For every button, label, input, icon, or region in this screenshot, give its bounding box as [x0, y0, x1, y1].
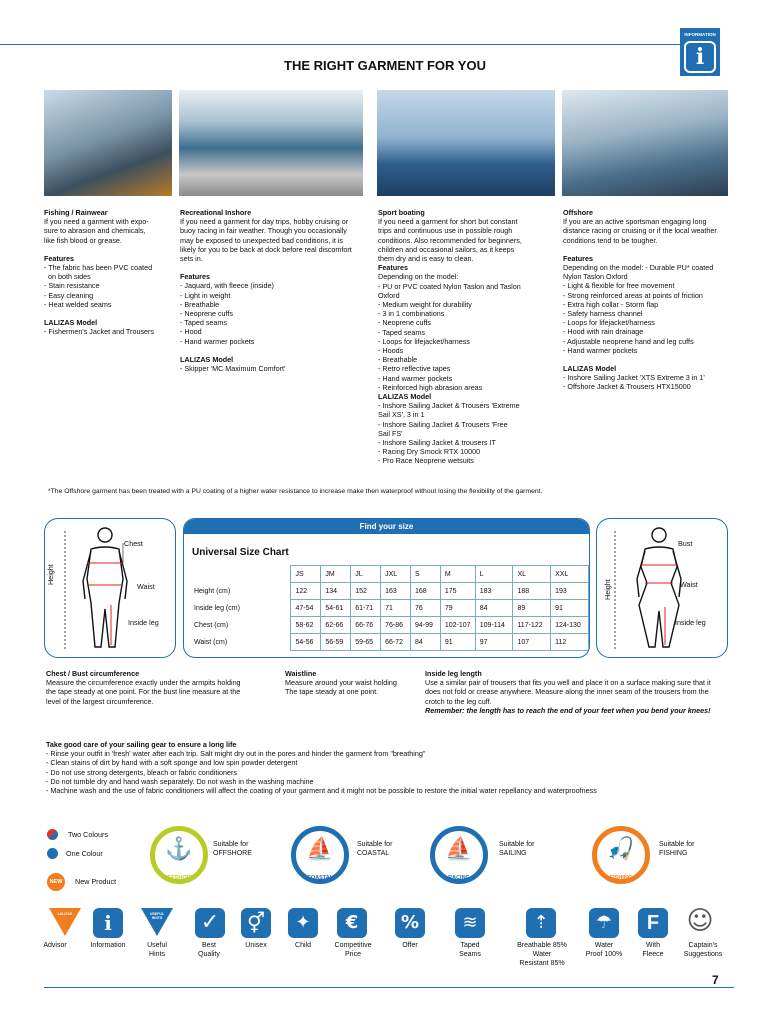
feature-item: Nylon Taslon Oxford: [563, 272, 628, 282]
feature-item: - Hood with rain drainage: [563, 327, 644, 337]
measure-leg-line: does not fold or crease anywhere. Measure along the inner seam of the trousers from the: [425, 687, 709, 697]
measure-leg-line: crotch to the leg cuff.: [425, 696, 492, 706]
useful-hints-icon-label: USEFUL HINTS: [150, 912, 164, 920]
feature-item: - Strong reinforced areas at points of friction: [563, 290, 703, 300]
feature-item: - Hand warmer pockets: [378, 373, 453, 383]
top-rule: [0, 44, 680, 45]
feature-item: - Loops for lifejacket/harness: [378, 336, 470, 346]
measure-waist-heading: Waistline: [285, 669, 317, 678]
suitable-for-label: Suitable for: [213, 841, 249, 848]
cell: 54-56: [291, 634, 321, 651]
cell: 89: [513, 600, 551, 617]
suitable-for-label: Suitable for: [659, 841, 695, 848]
measure-chest-line: Measure the circumference exactly under the armpits holding: [46, 678, 241, 688]
size-figure-left: [44, 518, 176, 658]
model-heading: LALIZAS Model: [44, 318, 98, 328]
column-heading: Recreational Inshore: [180, 208, 252, 217]
cell: 56-59: [321, 634, 351, 651]
new-product-label: New Product: [75, 877, 117, 886]
measure-leg: [425, 669, 735, 715]
feature-item: - Medium weight for durability: [378, 300, 472, 310]
size-col-header: XXL: [551, 566, 589, 583]
column-body-line: sets in.: [180, 254, 203, 264]
one-colour-icon: [47, 848, 58, 859]
information-label: Information: [90, 942, 126, 949]
child-icon: ✦: [288, 908, 318, 938]
water-proof-label: Water Proof 100%: [585, 942, 623, 958]
model-item: - Fishermen's Jacket and Trousers: [44, 327, 155, 337]
taped-seams-icon: ≋: [455, 908, 485, 938]
cell: 62-66: [321, 617, 351, 634]
column-body-line: distance racing or cruising or if the local weather: [563, 226, 717, 236]
breathable-label: Breathable 85% Water Resistant 85%: [517, 942, 567, 967]
cell: 76: [410, 600, 440, 617]
page-number: 7: [712, 973, 719, 987]
feature-item: - Easy cleaning: [44, 290, 94, 300]
feature-item: on both sides: [48, 272, 91, 282]
offer-icon: %: [395, 908, 425, 938]
cell: 102-107: [440, 617, 475, 634]
cell: 84: [475, 600, 513, 617]
one-colour-label: One Colour: [66, 849, 103, 858]
column-body-line: them dry and is easy to clean.: [378, 254, 474, 264]
offshore-label: [213, 840, 252, 858]
size-col-header: JM: [321, 566, 351, 583]
model-item: Sail XS', 3 in 1: [378, 410, 425, 420]
table-corner: [190, 566, 291, 583]
model-item: - Inshore Sailing Jacket & Trousers 'Free: [378, 419, 508, 429]
row-label: Height (cm): [194, 587, 231, 595]
feature-item: - Stain resistance: [44, 281, 100, 291]
care-section: [46, 740, 746, 795]
cell: 168: [410, 583, 440, 600]
model-heading: LALIZAS Model: [378, 392, 432, 402]
new-badge-icon: NEW: [47, 873, 65, 891]
information-tab-label: INFORMATION: [684, 32, 716, 37]
captains-suggestions-icon: ☺: [686, 906, 714, 936]
suitable-for-label: Suitable for: [499, 841, 535, 848]
feature-item: - Light & flexible for free movement: [563, 281, 675, 291]
feature-item: - Loops for lifejacket/harness: [563, 318, 655, 328]
photo-sport: [377, 90, 555, 196]
features-heading: Features: [563, 253, 593, 263]
column-heading: Fishing / Rainwear: [44, 208, 108, 217]
footnote: *The Offshore garment has been treated with a PU coating of a higher water resistance to increase make then waterproof without losing the flexibility of the garment.: [48, 488, 543, 495]
cell: 61-71: [351, 600, 381, 617]
measure-chest: [46, 669, 266, 706]
racing-ring-label: RACING: [448, 875, 470, 881]
label-inside-leg-right: Inside leg: [675, 618, 706, 627]
feature-item: Depending on the model: - Durable PU* coated: [563, 263, 714, 273]
unisex-label: Unisex: [245, 942, 267, 949]
feature-item: - Heat welded seams: [44, 299, 112, 309]
cell: 66-76: [351, 617, 381, 634]
model-item: - Skipper 'MC Maximum Comfort': [180, 364, 286, 374]
cell: 152: [351, 583, 381, 600]
care-item: - Rinse your outfit in 'fresh' water after each trip. Salt might dry out in the pores and hinder the garment from "breathing": [46, 749, 426, 759]
cell: 76-86: [381, 617, 411, 634]
unisex-icon: ⚥: [241, 908, 271, 938]
feature-item: - Adjustable neoprene hand and leg cuffs: [563, 336, 694, 346]
cell: 54-61: [321, 600, 351, 617]
model-item: - Inshore Sailing Jacket & Trousers 'Extreme: [378, 401, 520, 411]
coastal-badge: [291, 826, 349, 884]
model-item: - Inshore Sailing Jacket & trousers IT: [378, 438, 496, 448]
best-quality-icon: ✓: [195, 908, 225, 938]
measure-leg-note: Remember: the length has to reach the end of your feet when you bend your knees!: [425, 705, 711, 715]
model-item: Sail FS': [378, 428, 403, 438]
label-bust: Bust: [678, 539, 693, 548]
two-colours-label: Two Colours: [68, 830, 108, 839]
model-item: - Racing Dry Smock RTX 10000: [378, 447, 481, 457]
size-table: [190, 565, 589, 651]
suitability-name: FISHING: [659, 850, 688, 857]
with-fleece-label: With Fleece: [642, 942, 664, 958]
feature-item: - Extra high collar - Storm flap: [563, 299, 659, 309]
female-body-icon: [597, 519, 727, 657]
cell: 124-130: [551, 617, 589, 634]
fishing-ring-label: FISHING: [609, 875, 633, 881]
cell: 183: [475, 583, 513, 600]
cell: 175: [440, 583, 475, 600]
feature-item: - Taped seams: [180, 318, 228, 328]
column-body-line: trips and continuous use in possible rough: [378, 226, 513, 236]
fishing-badge-icon: 🎣: [607, 836, 635, 861]
column-body-line: like fish blood or grease.: [44, 235, 122, 245]
column-heading: Sport boating: [378, 208, 425, 217]
cell: 47-54: [291, 600, 321, 617]
suitability-name: SAILING: [499, 850, 527, 857]
feature-item: - Neoprene cuffs: [180, 309, 234, 319]
cell: 107: [513, 634, 551, 651]
care-item: - Do not tumble dry and hand wash separately. Do not wash in the washing machine: [46, 776, 314, 786]
column-body-line: children and occasional sailors, as it keeps: [378, 244, 515, 254]
coastal-label: [357, 840, 392, 858]
feature-item: - The fabric has been PVC coated: [44, 263, 153, 273]
column-body-line: buoy racing in fair weather. Though you occasionally: [180, 226, 347, 236]
measure-chest-line: the tape steady at one point. For the bust line measure at the: [46, 687, 241, 697]
table-row: [190, 634, 589, 651]
column-body-line: If you are an active sportsman engaging long: [563, 217, 707, 227]
features-heading: Features: [44, 253, 74, 263]
offshore-badge: [150, 826, 208, 884]
feature-item: - Hand warmer pockets: [180, 336, 255, 346]
model-item: - Inshore Sailing Jacket 'XTS Extreme 3 in 1': [563, 373, 705, 383]
advisor-icon-label: LALIZAS: [57, 912, 73, 916]
feature-item: - Taped seams: [378, 327, 426, 337]
column-fishing: [44, 208, 174, 336]
suitable-for-label: Suitable for: [357, 841, 393, 848]
two-colours-icon: [47, 829, 58, 840]
column-heading: Offshore: [563, 208, 593, 217]
size-col-header: L: [475, 566, 513, 583]
cell: 109-114: [475, 617, 513, 634]
competitive-price-icon: €: [337, 908, 367, 938]
fishing-label: [659, 840, 694, 858]
measure-chest-heading: Chest / Bust circumference: [46, 669, 140, 678]
offshore-ring-label: OFFSHORE: [163, 875, 195, 881]
feature-item: - Retro reflective tapes: [378, 364, 451, 374]
water-proof-icon: ☂: [589, 908, 619, 938]
cell: 134: [321, 583, 351, 600]
cell: 79: [440, 600, 475, 617]
taped-seams-label: Taped Seams: [459, 942, 481, 958]
care-heading: Take good care of your sailing gear to ensure a long life: [46, 740, 237, 749]
feature-item: - Hoods: [378, 346, 404, 356]
information-tab-icon: i: [684, 41, 716, 73]
cell: 84: [410, 634, 440, 651]
measure-waist-line: The tape steady at one point.: [285, 687, 379, 697]
coastal-badge-icon: ⛵: [306, 836, 334, 861]
page-title: THE RIGHT GARMENT FOR YOU: [284, 58, 486, 73]
cell: 71: [381, 600, 411, 617]
size-panel: [183, 518, 590, 658]
measure-waist: [285, 669, 425, 697]
feature-item: - Light in weight: [180, 290, 231, 300]
offer-label: Offer: [402, 942, 418, 949]
suitability-name: COASTAL: [357, 850, 390, 857]
size-table-header: [190, 566, 589, 583]
coastal-ring-label: COASTAL: [306, 875, 334, 881]
size-col-header: JXL: [381, 566, 411, 583]
column-inshore: [180, 208, 365, 373]
row-label: Chest (cm): [194, 621, 229, 629]
captains-suggestions-label: Captain's Suggestions: [683, 942, 723, 958]
column-body-line: If you need a garment for day trips, hobby cruising or: [180, 217, 349, 227]
racing-badge: [430, 826, 488, 884]
competitive-price-label: Competitive Price: [334, 942, 372, 958]
model-item: - Offshore Jacket & Trousers HTX15000: [563, 382, 691, 392]
cell: 91: [551, 600, 589, 617]
feature-item: - Neoprene cuffs: [378, 318, 432, 328]
cell: 59-65: [351, 634, 381, 651]
row-label: Inside leg (cm): [194, 604, 240, 612]
care-item: - Clean stains of dirt by hand with a soft sponge and low spin powder detergent: [46, 758, 298, 768]
column-sport: [378, 208, 558, 466]
size-col-header: M: [440, 566, 475, 583]
measure-leg-heading: Inside leg length: [425, 669, 482, 678]
label-height-right: Height: [603, 579, 612, 600]
features-heading: Features: [180, 272, 210, 282]
care-item: - Machine wash and the use of fabric conditioners will affect the coating of your garment and it might not be possible to restore the initial water repellancy and waterproofness: [46, 786, 597, 796]
useful-hints-label: Useful Hints: [147, 942, 167, 958]
measure-waist-line: Measure around your waist holding: [285, 678, 397, 688]
model-heading: LALIZAS Model: [180, 354, 234, 364]
column-offshore: [563, 208, 733, 392]
size-col-header: S: [410, 566, 440, 583]
column-body-line: conditions. Also recommended for beginners,: [378, 235, 522, 245]
feature-item: - Breathable: [180, 299, 220, 309]
label-inside-leg: Inside leg: [128, 618, 159, 627]
model-heading: LALIZAS Model: [563, 364, 617, 374]
cell: 122: [291, 583, 321, 600]
column-body-line: conditions tend to be tougher.: [563, 235, 658, 245]
bottom-rule: [44, 987, 734, 988]
feature-item: - PU or PVC coated Nylon Taslon and Taslon: [378, 281, 521, 291]
table-row: [190, 617, 589, 634]
size-col-header: XL: [513, 566, 551, 583]
label-waist: Waist: [137, 582, 155, 591]
breathable-icon: ⇡: [526, 908, 556, 938]
cell: 91: [440, 634, 475, 651]
cell: 163: [381, 583, 411, 600]
advisor-label: Advisor: [43, 942, 67, 949]
label-height: Height: [46, 564, 55, 585]
feature-item: - 3 in 1 combinations: [378, 309, 445, 319]
care-item: - Do not use strong detergents, bleach or fabric conditioners: [46, 767, 237, 777]
size-col-header: JS: [291, 566, 321, 583]
measure-leg-line: Use a similar pair of trousers that fits you well and place it on a surface making sure that it: [425, 678, 711, 688]
cell: 97: [475, 634, 513, 651]
column-body-line: If you need a garment with expo-: [44, 217, 149, 227]
cell: 94-99: [410, 617, 440, 634]
cell: 112: [551, 634, 589, 651]
cell: 188: [513, 583, 551, 600]
column-body-line: sure to abrasion and chemicals,: [44, 226, 146, 236]
measure-chest-line: level of the largest circumference.: [46, 696, 154, 706]
feature-item: - Breathable: [378, 355, 418, 365]
column-body-line: may be exposed to unexpected bad conditions, it is: [180, 235, 344, 245]
column-body-line: likely for you to be back at dock before real discomfort: [180, 244, 352, 254]
feature-item: - Hood: [180, 327, 202, 337]
suitability-name: OFFSHORE: [213, 850, 252, 857]
cell: 66-72: [381, 634, 411, 651]
racing-badge-icon: ⛵: [445, 836, 473, 861]
feature-item: - Reinforced high abrasion areas: [378, 382, 483, 392]
column-body-line: If you need a garment for short but constant: [378, 217, 518, 227]
cell: 117-122: [513, 617, 551, 634]
table-row: [190, 600, 589, 617]
size-col-header: JL: [351, 566, 381, 583]
size-figure-right: [596, 518, 728, 658]
feature-item: - Hand warmer pockets: [563, 345, 638, 355]
with-fleece-icon: F: [638, 908, 668, 938]
feature-item: Oxford: [378, 290, 400, 300]
offshore-badge-icon: ⚓: [165, 836, 193, 861]
feature-item: - Safety harness channel: [563, 309, 643, 319]
photo-offshore: [562, 90, 728, 196]
sailing-label: [499, 840, 534, 858]
features-heading: Features: [378, 263, 408, 273]
photo-inshore: [179, 90, 363, 196]
male-body-icon: [45, 519, 175, 657]
child-label: Child: [295, 942, 311, 949]
find-your-size-title: Find your size: [184, 519, 589, 534]
photo-fishing: [44, 90, 172, 196]
row-label: Waist (cm): [194, 638, 228, 646]
cell: 193: [551, 583, 589, 600]
best-quality-label: Best Quality: [198, 942, 220, 958]
information-icon: i: [93, 908, 123, 938]
label-chest: Chest: [124, 539, 143, 548]
universal-size-chart-title: Universal Size Chart: [192, 547, 289, 558]
feature-item: - Jaquard, with fleece (inside): [180, 281, 274, 291]
feature-item: Depending on the model:: [378, 272, 459, 282]
cell: 58-62: [291, 617, 321, 634]
table-row: [190, 583, 589, 600]
label-waist-right: Waist: [680, 580, 698, 589]
model-item: - Pro Race Neoprene wetsuits: [378, 456, 474, 466]
fishing-badge: [592, 826, 650, 884]
